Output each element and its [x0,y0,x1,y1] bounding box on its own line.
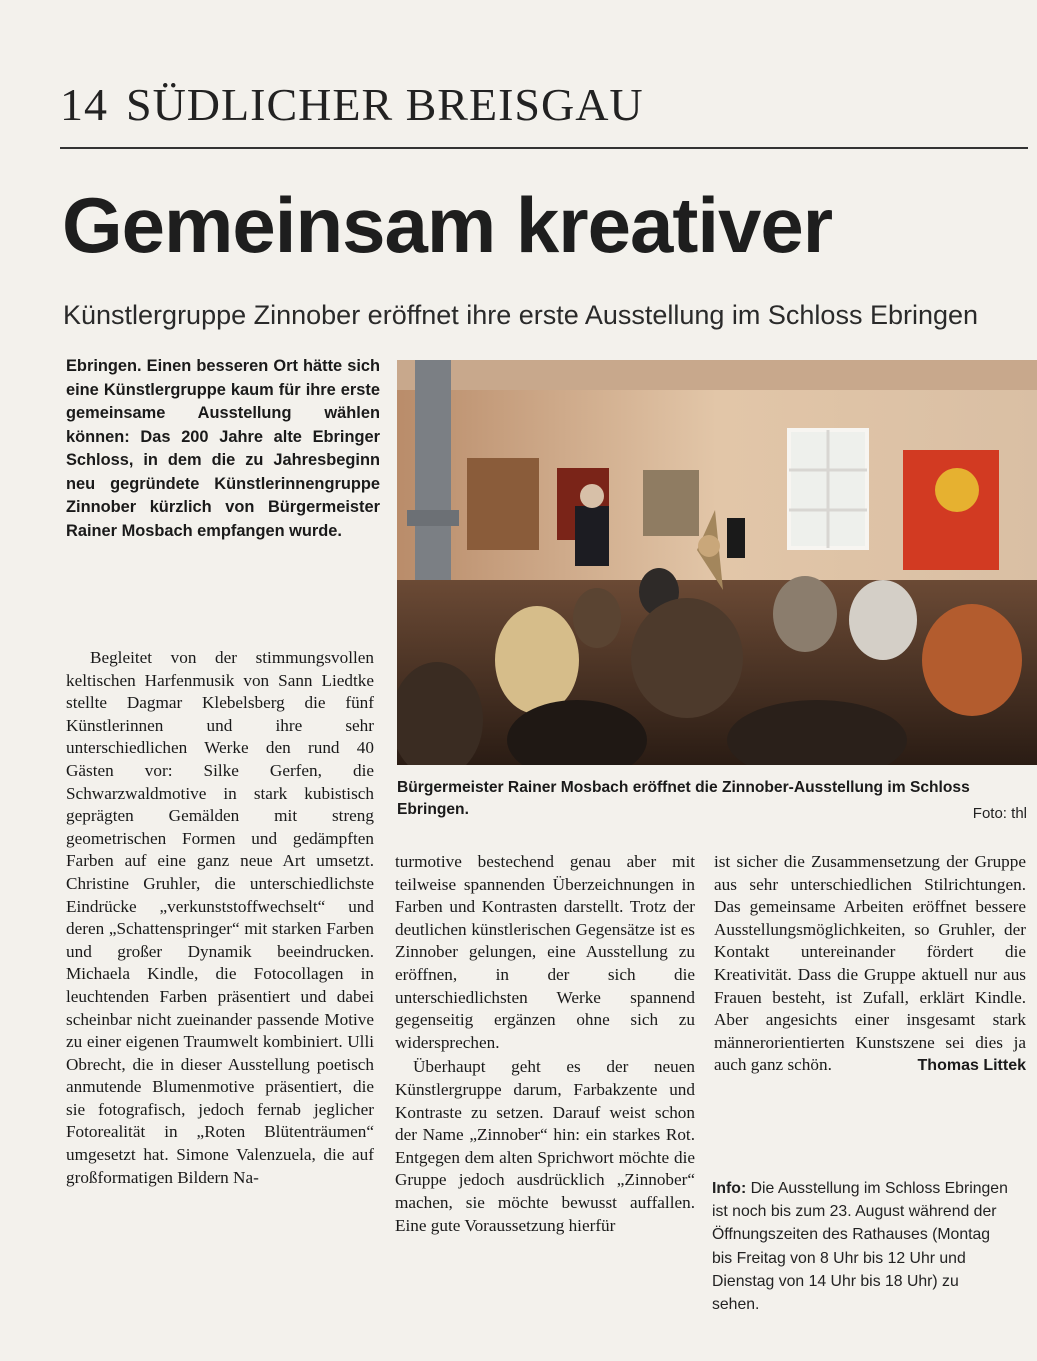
author-byline: Thomas Littek [917,1056,1026,1074]
headline: Gemeinsam kreativer [62,181,833,269]
header-rule [60,147,1028,149]
section-title: SÜDLICHER BREISGAU [126,79,644,130]
body-paragraph: turmotive bestechend genau aber mit teilweise spannenden Überzeichnungen in Farben und Kontrasten darstellt. Trotz der deutlichen künstlerischen Gegensätze ist es Zinnober gelungen, eine Ausstellung zu eröffnen, in der sich die unterschiedlichsten Werke spannend gegenseitig ergänzen ohne sich zu widersprechen. [395,852,695,1052]
body-column-1 [66,647,374,1189]
lead-place: Ebringen. [66,357,142,375]
photo-caption: Bürgermeister Rainer Mosbach eröffnet die Zinnober-Ausstellung im Schloss Ebringen. [397,779,970,818]
lead-text: Einen besseren Ort hätte sich eine Künstlergruppe kaum für ihre erste gemeinsame Ausstellung wählen können: Das 200 Jahre alte Ebringer Schloss, in dem die zu Jahresbeginn neu gegründete Künstlerinnengruppe Zinnober kürzlich von Bürgermeister Rainer Mosbach empfangen wurde. [66,357,380,540]
info-box [712,1177,1010,1316]
body-paragraph: Begleitet von der stimmungsvollen keltischen Harfenmusik von Sann Liedtke stellte Dagmar Klebelsberg die fünf Künstlerinnen und ihre sehr unterschiedlichen Werke den rund 40 Gästen vor: Silke Gerfen, die Schwarzwaldmotive in stark kubistisch geprägten Gemälden mit streng geometrischen Formen und gedämpften Farben auf eine ganz neue Art umsetzt. Christine Gruhler, die unterschiedlichste Eindrücke „verkunststoffwechselt“ und deren „Schattenspringer“ mit starken Farben und großer Dynamik beeindrucken. Michaela Kindle, die Fotocollagen in leuchtenden Farben präsentiert und dabei scheinbar nicht zueinander passende Motive zu einer eigenen Traumwelt kombiniert. Ulli Obrecht, die in dieser Ausstellung poetisch anmutende Blumenmotive präsentiert, die sie fotografisch, jedoch fernab jeglicher Fotorealität in „Roten Blütenträumen“ umgesetzt hat. Simone Valenzuela, die auf großformatigen Bildern Na- [66,648,374,1187]
lead-paragraph [66,355,380,543]
body-column-3 [714,851,1026,1078]
info-label: Info: [712,1180,747,1197]
body-paragraph: ist sicher die Zusammensetzung der Gruppe aus sehr unterschiedlichen Stilrichtungen. Das gemeinsame Arbeiten eröffnet bessere Ausstellungsmöglichkeiten, so Gruhler, der Kontakt untereinander fördert die Kreativität. Dass die Gruppe aktuell nur aus Frauen besteht, ist Zufall, erklärt Kindle. Aber angesichts einer insgesamt stark männerorientierten Kunstszene sei dies ja auch ganz schön. [714,852,1026,1075]
page-number: 14 [60,79,108,130]
article-photo [397,360,1037,765]
subheadline: Künstlergruppe Zinnober eröffnet ihre erste Ausstellung im Schloss Ebringen [63,300,979,330]
photo-illustration [397,360,1037,765]
info-text: Die Ausstellung im Schloss Ebringen ist noch bis zum 23. August während der Öffnungszeiten des Rathauses (Montag bis Freitag von 8 Uhr bis 12 Uhr und Dienstag von 14 Uhr bis 18 Uhr) zu sehen. [712,1180,1008,1314]
body-paragraph: Überhaupt geht es der neuen Künstlergruppe darum, Farbakzente und Kontraste zu setzen. Darauf weist schon der Name „Zinnober“ hin: ein starkes Rot. Entgegen dem alten Sprichwort möchte die Gruppe jedoch ausdrücklich „Zinnober“ machen, sie möchte bewusst auffallen. Eine gute Voraussetzung hierfür [395,1057,695,1235]
section-header [60,78,644,131]
body-column-2 [395,851,695,1237]
photo-credit: Foto: thl [972,805,1027,822]
